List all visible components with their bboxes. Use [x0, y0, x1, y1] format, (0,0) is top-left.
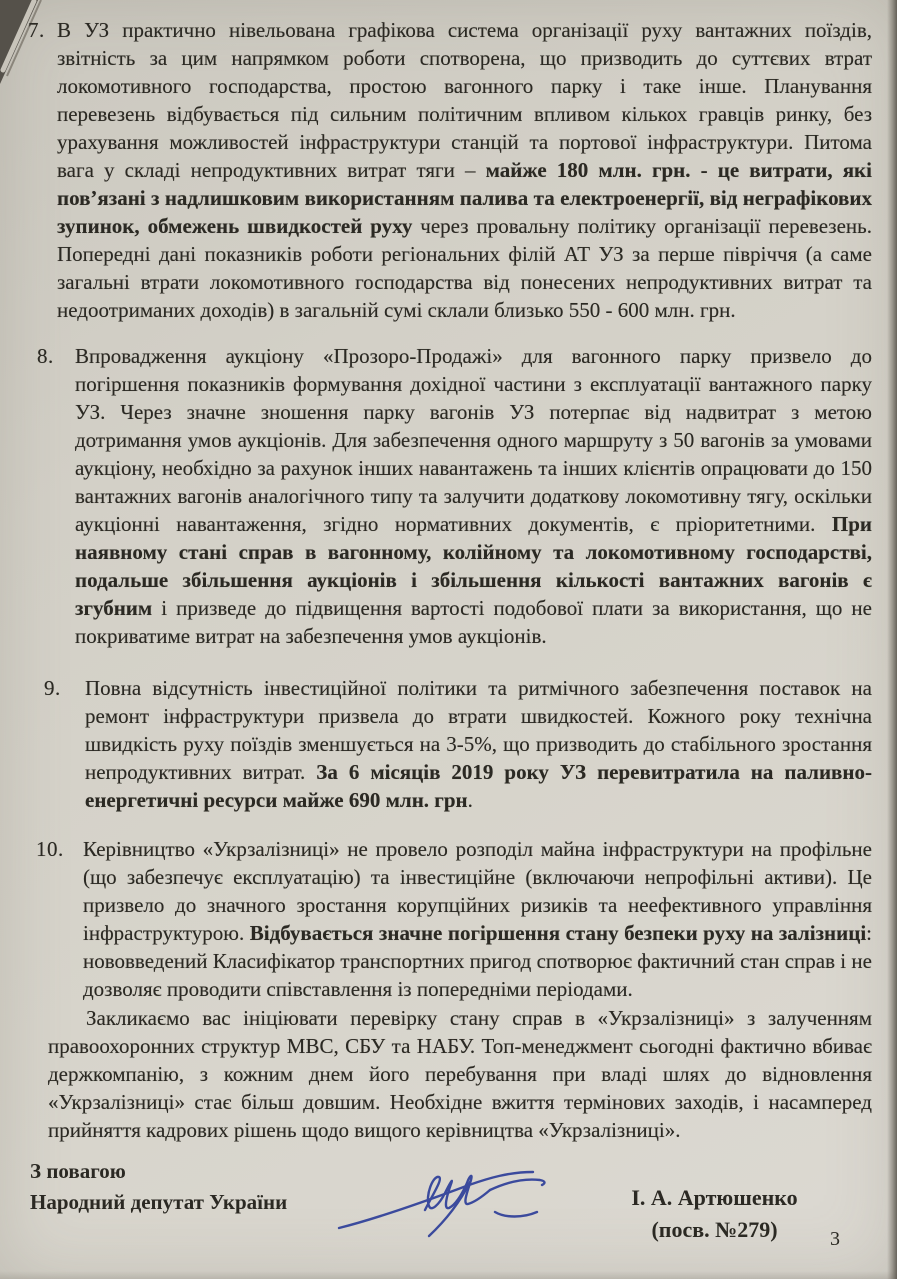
letter-body: [0, 16, 897, 1144]
text-segment: При наявному стані справ в вагонному, колійному та локомотивному господарстві, подальше збільшення аукціонів і збільшення кількості вантажних вагонів є згубним: [75, 512, 872, 620]
page-number: 3: [830, 1228, 840, 1250]
text-segment: і призведе до підвищення вартості подобової плати за використання, що не покриватиме витрат на забезпечення умов аукціонів.: [75, 596, 872, 648]
text-segment: Впровадження аукціону «Прозоро-Продажі» для вагонного парку призвело до погіршення показників формування дохідної частини з експлуатації вантажного парку УЗ. Через значне зношення парку вагонів УЗ потерпає від надвитрат з метою дотримання умов аукціонів. Для забезпечення одного маршруту з 50 вагонів за умовами аукціону, необхідно за рахунок інших навантажень та інших клієнтів опрацювати до 150 вантажних вагонів аналогічного типу та залучити додаткову локомотивну тягу, оскільки аукціонні навантаження, згідно нормативних документів, є пріоритетними.: [75, 344, 872, 536]
item-number: 10.: [36, 837, 64, 861]
item-text: [85, 674, 872, 814]
text-segment: Керівництво «Укрзалізниці» не провело розподіл майна інфраструктури на профільне (що забезпечує експлуатацію) та інвестиційне (включаючи непрофільні активи). Це призвело до значного зростання корупційних ризиків та неефективного управління інфраструктурою.: [83, 837, 872, 945]
signatory-name: І. А. Артюшенко: [631, 1185, 798, 1210]
text-segment: В УЗ практично нівельована графікова система організації руху вантажних поїздів, звітність за цим напрямком роботи спотворена, що призводить до суттєвих втрат локомотивного господарства, простою вагонного парку і таке інше. Планування перевезень відбувається під сильним політичним впливом кількох гравців ринку, без урахування можливостей інфраструктури станцій та портової інфраструктури. Питома вага у складі непродуктивних витрат тяги –: [57, 18, 872, 182]
signoff-title: Народний депутат України: [30, 1190, 288, 1214]
list-item: [44, 674, 872, 814]
scan-bottom-shade: [0, 1271, 897, 1279]
numbered-list: [0, 16, 897, 1003]
signoff-left: [30, 1156, 287, 1218]
text-segment: через провальну політику організації перевезень. Попередні дані показників роботи регіональних філій АТ УЗ за перше півріччя (а саме загальні втрати локомотивного господарства від понесених непродуктивних витрат та недоотриманих доходів) в загальній сумі склали близько 550 - 600 млн. грн.: [57, 214, 872, 322]
list-item: [36, 835, 872, 1003]
item-number: 9.: [44, 676, 61, 700]
item-text: [75, 342, 872, 650]
handwritten-signature: [333, 1158, 561, 1240]
item-number: 8.: [37, 344, 54, 368]
text-segment: Відбувається значне погіршення стану безпеки руху на залізниці: [249, 921, 867, 945]
list-item: [37, 342, 872, 650]
text-segment: За 6 місяців 2019 року УЗ перевитратила на паливно-енергетичні ресурси майже 690 млн. грн: [85, 760, 872, 812]
item-text: [83, 835, 872, 1003]
list-item: [28, 16, 872, 324]
scan-edge-shadow: [887, 0, 897, 1279]
text-segment: Повна відсутність інвестиційної політики та ритмічного забезпечення поставок на ремонт інфраструктури призвела до втрати швидкостей. Кожного року технічна швидкість руху поїздів зменшується на 3-5%, що призводить до стабільного зростання непродуктивних витрат.: [85, 676, 872, 784]
text-segment: : нововведений Класифікатор транспортних пригод спотворює фактичний стан справ і не дозволяє проводити співставлення із попередніми періодами.: [83, 921, 872, 1001]
signatory: [612, 1182, 817, 1246]
item-number: 7.: [28, 18, 45, 42]
text-segment: майже 180 млн. грн. - це витрати, які пов’язані з надлишковим використанням палива та електроенергії, від неграфікових зупинок, обмежень швидкостей руху: [57, 158, 872, 238]
signoff-salutation: З повагою: [30, 1159, 126, 1183]
item-text: [57, 16, 872, 324]
text-segment: .: [467, 788, 473, 812]
signatory-credential: (посв. №279): [651, 1217, 778, 1242]
closing-paragraph: Закликаємо вас ініціювати перевірку стану справ в «Укрзалізниці» з залученням правоохоронних структур МВС, СБУ та НАБУ. Топ-менеджмент сьогодні фактично вбиває держкомпанію, з кожним днем його перебування при владі шлях до відновлення «Укрзалізниці» стає більш довшим. Необхідне вжиття термінових заходів, і насамперед прийняття кадрових рішень щодо вищого керівництва «Укрзалізниці».: [48, 1006, 872, 1142]
